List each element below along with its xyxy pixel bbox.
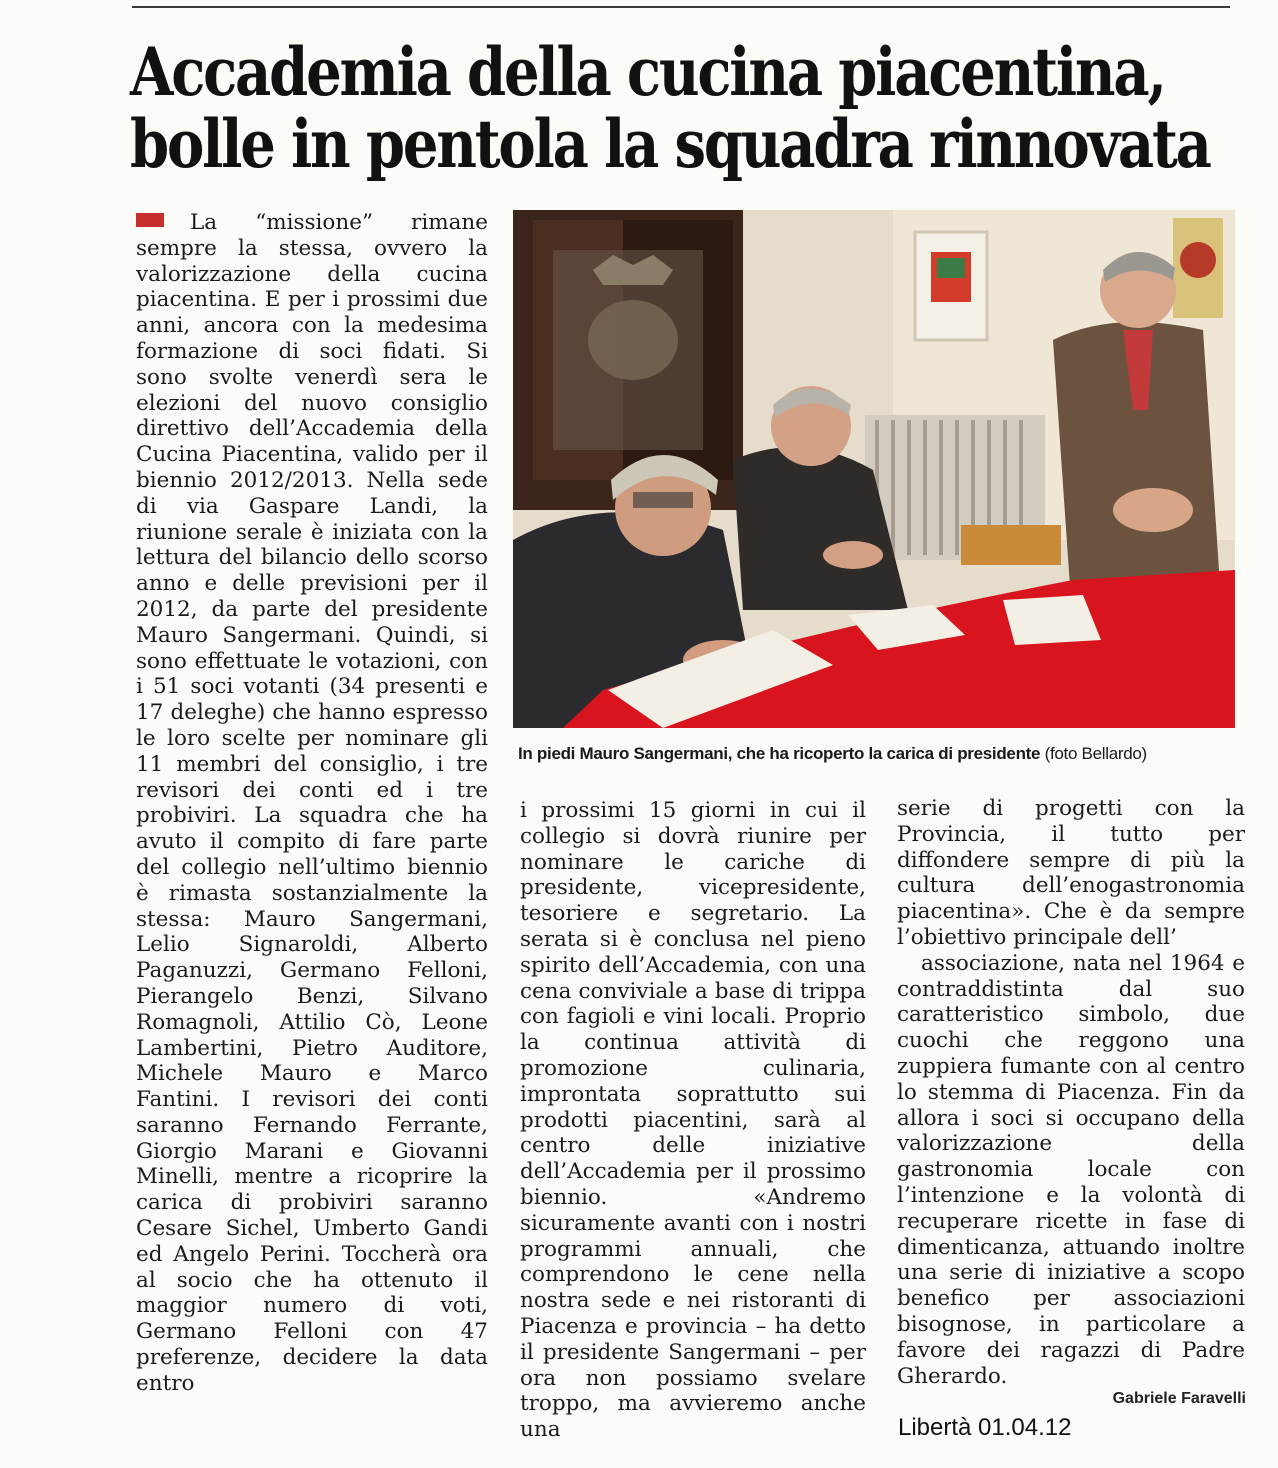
article-photo xyxy=(513,210,1235,728)
headline-line-1: Accademia della cucina piacentina, xyxy=(130,33,1165,112)
headline-line-2: bolle in pentola la squadra rinnovata xyxy=(130,105,1210,184)
top-rule xyxy=(132,6,1230,8)
headline xyxy=(130,30,1250,184)
column-3-text-a: serie di progetti con la Provincia, il tutto per diffondere sempre di più la cultura dell’enogastronomia piacentina». Che è da sempre l’obiettivo principale dell’ xyxy=(897,796,1245,950)
article-column-2 xyxy=(520,798,866,1443)
column-2-text: i prossimi 15 giorni in cui il collegio si dovrà riunire per nominare le cariche di presidente, vicepresidente, tesoriere e segretario. La serata si è conclusa nel pieno spirito dell’Accademia, con una cena conviviale a base di trippa con fagioli e vini locali. Proprio la continua attività di promozione culinaria, improntata soprattutto sui prodotti piacentini, sarà al centro delle iniziative dell’Accademia per il prossimo biennio. «Andremo sicuramente avanti con i nostri programmi annuali, che comprendono le cene nella nostra sede e nei ristoranti di Piacenza e provincia – ha detto il presidente Sangermani – per ora non possiamo svelare troppo, ma avvieremo anche una xyxy=(520,798,866,1443)
photo-credit: (foto Bellardo) xyxy=(1044,744,1147,763)
column-3-text-b: associazione, nata nel 1964 e contraddistinta dal suo caratteristico simbolo, due cuochi che reggono una zuppiera fumante con al centro lo stemma di Piacenza. Fin da allora i soci si occupano della valorizzazione della gastronomia locale con l’intenzione e la volontà di recuperare ricette in fase di dimenticanza, attuando inoltre una serie di iniziative a scopo benefico per associazioni bisognose, in particolare a favore dei ragazzi di Padre Gherardo. xyxy=(897,950,1245,1389)
source-label: Libertà 01.04.12 xyxy=(898,1414,1072,1441)
column-1-text: La “missione” rimane sempre la stessa, ovvero la valorizzazione della cucina piacentina. E per i prossimi due anni, ancora con la medesima formazione di soci fidati. Si sono svolte venerdì sera le elezioni del nuovo consiglio direttivo dell’Accademia della Cucina Piacentina, valido per il biennio 2012/2013. Nella sede di via Gaspare Landi, la riunione serale è iniziata con la lettura del bilancio dello scorso anno e delle previsioni per il 2012, da parte del presidente Mauro Sangermani. Quindi, si sono effettuate le votazioni, con i 51 soci votanti (34 presenti e 17 deleghe) che hanno espresso le loro scelte per nominare gli 11 membri del consiglio, i tre revisori dei conti ed i tre probiviri. La squadra che ha avuto il compito di fare parte del collegio nell’ultimo biennio è rimasta sostanzialmente la stessa: Mauro Sangermani, Lelio Signaroldi, Alberto Paganuzzi, Germano Felloni, Pierangelo Benzi, Silvano Romagnoli, Attilio Cò, Leone Lambertini, Pietro Auditore, Michele Mauro e Marco Fantini. I revisori dei conti saranno Fernando Ferrante, Giorgio Marani e Giovanni Minelli, mentre a ricoprire la carica di probiviri saranno Cesare Sichel, Umberto Gandi ed Angelo Perini. Toccherà ora al socio che ha ottenuto il maggior numero di voti, Germano Felloni con 47 preferenze, decidere la data entro xyxy=(136,210,488,1396)
caption-text: In piedi Mauro Sangermani, che ha ricoperto la carica di presidente xyxy=(518,744,1041,763)
article-column-1 xyxy=(136,210,488,1397)
byline: Gabriele Faravelli xyxy=(1112,1390,1246,1407)
section-marker xyxy=(136,213,164,227)
photo-caption xyxy=(518,744,1238,764)
article-column-3 xyxy=(897,796,1245,1389)
